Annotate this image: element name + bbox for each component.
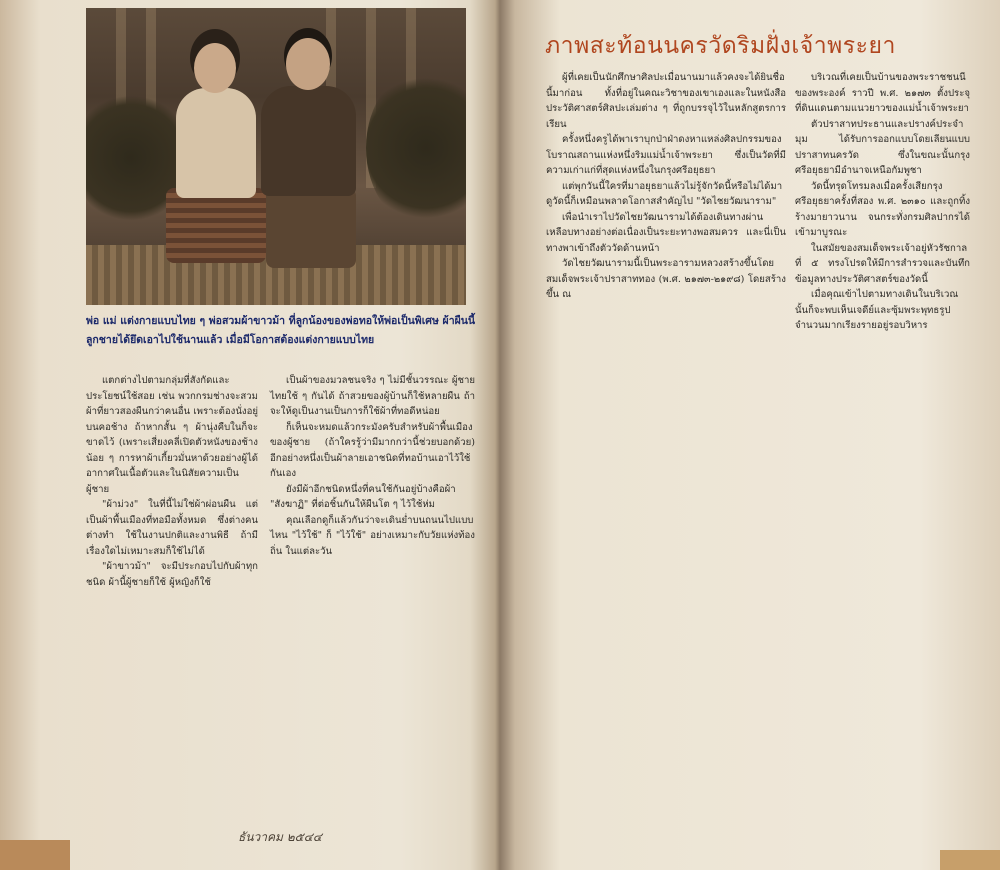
paragraph: ตัวปราสาทประธานและปรางค์ประจำมุม ได้รับการออกแบบโดยเลียนแบบปราสาทนครวัด ซึ่งในขณะนั้นกรุงศรีอยุธยามีอำนาจเหนือกัมพูชา xyxy=(795,118,970,176)
paragraph: ยังมีผ้าอีกชนิดหนึ่งที่คนใช้กันอยู่บ้างคือผ้า "สังฆาฏิ" ที่ต่อชิ้นกันให้ผืนโต ๆ ไว้ใช้ห่ม xyxy=(270,483,456,510)
paragraph: ในสมัยของสมเด็จพระเจ้าอยู่หัวรัชกาลที่ ๕ ทรงโปรดให้มีการสำรวจและบันทึกข้อมูลทางประวัติศาสตร์ของวัดนี้ xyxy=(795,242,970,285)
table-edge xyxy=(0,840,70,870)
paragraph: ครั้งหนึ่งครูได้พาเราบุกป่าฝ่าดงหาแหล่งศิลปกรรมของโบราณสถานแห่งหนึ่งริมแม่น้ำเจ้าพระยา ซึ่งเป็นวัดที่มีความเก่าแก่ที่สุดแห่งหนึ่งในกรุงศรีอยุธยา xyxy=(546,134,786,176)
paragraph: วัดไชยวัฒนารามนี้เป็นพระอารามหลวงสร้างขึ้นโดยสมเด็จพระเจ้าปราสาททอง (พ.ศ. ๒๑๗๓-๒๑๙๘) โดยสร้างขึ้น ณ xyxy=(546,258,786,300)
paragraph: ก็เห็นจะหมดแล้วกระมังครับสำหรับผ้าพื้นเมืองของผู้ชาย (ถ้าใครรู้ว่ามีมากกว่านี้ช่วยบอกด้วย) อีกอย่างหนึ่งเป็นผ้าลายเอาชนิดที่ทอบ้านเอาไว้ใช้กันเอง xyxy=(270,421,475,479)
paragraph: เมื่อคุณเข้าไปตามทางเดินในบริเวณนั้นก็จะพบเห็นเจดีย์และซุ้มพระพุทธรูปจำนวนมากเรียงรายอยู่รอบวิหาร xyxy=(795,289,959,331)
paragraph: วัดนี้ทรุดโทรมลงเมื่อครั้งเสียกรุงศรีอยุธยาครั้งที่สอง พ.ศ. ๒๓๑๐ และถูกทิ้งร้างมายาวนาน จนกระทั่งกรมศิลปากรได้เข้ามาบูรณะ xyxy=(795,180,970,238)
left-column-2 xyxy=(270,373,475,559)
family-photo xyxy=(86,8,466,305)
table-edge xyxy=(940,850,1000,870)
paragraph: เป็นผ้าของมวลชนจริง ๆ ไม่มีชั้นวรรณะ ผู้ชายไทยใช้ ๆ กันได้ ถ้าสวยของผู้บ้านก็ใช้หลายผืน ถ้าจะให้ดูเป็นงานเป็นการก็ใช้ผ้าที่ทอดีหน่อย xyxy=(270,375,475,417)
paragraph: แต่พุกวันนี้ใครที่มาอยุธยาแล้วไม่รู้จักวัดนี้หรือไม่ได้มาดูวัดนี้ก็เหมือนพลาดโอกาสสำคัญไป "วัดไชยวัฒนาราม" xyxy=(546,180,783,207)
photo-caption: พ่อ แม่ แต่งกายแบบไทย ๆ พ่อสวมผ้าขาวม้า ที่ลูกน้องของพ่อทอให้พ่อเป็นพิเศษ ผ้าผืนนี้ลูกชายได้ยึดเอาไปใช้นานแล้ว เมื่อมีโอกาสต้องแต่งกายแบบไทย xyxy=(86,315,476,346)
left-page xyxy=(0,0,488,870)
paragraph: บริเวณที่เคยเป็นบ้านของพระราชชนนีของพระองค์ ราวปี พ.ศ. ๒๑๗๓ ตั้งประจุที่ดินแดนตามแนวยาวของแม่น้ำเจ้าพระยา xyxy=(795,72,970,114)
paragraph: แตกต่างไปตามกลุ่มที่สังกัดและประโยชน์ใช้สอย เช่น พวกกรมช่างจะสวมผ้าที่ยาวสองผืนกว่าคนอื่น เพราะต้องนั่งอยู่บนคอช้าง ถ้าหากสั้น ๆ ผ้านุ่งคืบในก็จะขาดไว้ (เพราะเสี่ยงคลี่เปิดตัวหนังของช้างน้อย ๆ การหาผ้าเกี้ยวมั่นหาด้วยอย่างผู้ได้อากาศในเนื้อตัวและในนิสัยความเป็นผู้ชาย xyxy=(86,375,258,495)
paragraph: "ผ้าขาวม้า" จะมีประกอบไปกับผ้าทุกชนิด ผ้านี้ผู้ชายก็ใช้ ผู้หญิงก็ใช้ xyxy=(86,561,258,588)
left-column-1 xyxy=(86,373,258,590)
page-footer: ธันวาคม ๒๕๔๔ xyxy=(238,830,322,844)
paragraph: "ผ้าม่วง" ในที่นี้ไม่ใช่ผ้าผ่อนผืน แต่เป็นผ้าพื้นเมืองที่ทอมือทั้งหมด ซึ่งต่างคนต่างทำ ใช้ในงานปกติและงานพิธี ถ้ามีเรื่องใดไม่เหมาะสมก็ใช้ไม่ได้ xyxy=(86,499,258,557)
article-title: ภาพสะท้อนนครวัดริมฝั่งเจ้าพระยา xyxy=(545,33,896,59)
paragraph: คุณเลือกดูก็แล้วกันว่าจะเดินย่ำบนถนนไปแบบไหน "ไว้ใช้" ก็ "ไว้ใช้" อย่างเหมาะกับวัยแห่งท้องถิ่น ในแต่ละวัน xyxy=(270,514,475,557)
right-column-2 xyxy=(795,70,970,334)
right-column-1 xyxy=(546,70,786,303)
paragraph: ผู้ที่เคยเป็นนักศึกษาศิลปะเมื่อนานมาแล้วคงจะได้ยินชื่อนี้มาก่อน ทั้งที่อยู่ในคณะวิชาของเขาเองและในหนังสือประวัติศาสตร์ศิลปะเล่มต่าง ๆ ที่ถูกบรรจุไว้ในหลักสูตรการเรียน xyxy=(546,72,786,130)
right-page xyxy=(500,0,1000,870)
paragraph: เพื่อนำเราไปวัดไชยวัฒนารามได้ต้องเดินทางผ่านเหลือบทางอย่างต่อเนื่องเป็นระยะทางพอสมควร และนี่เป็นทางพาเข้าถึงตัววัดด้านหน้า xyxy=(546,211,786,254)
